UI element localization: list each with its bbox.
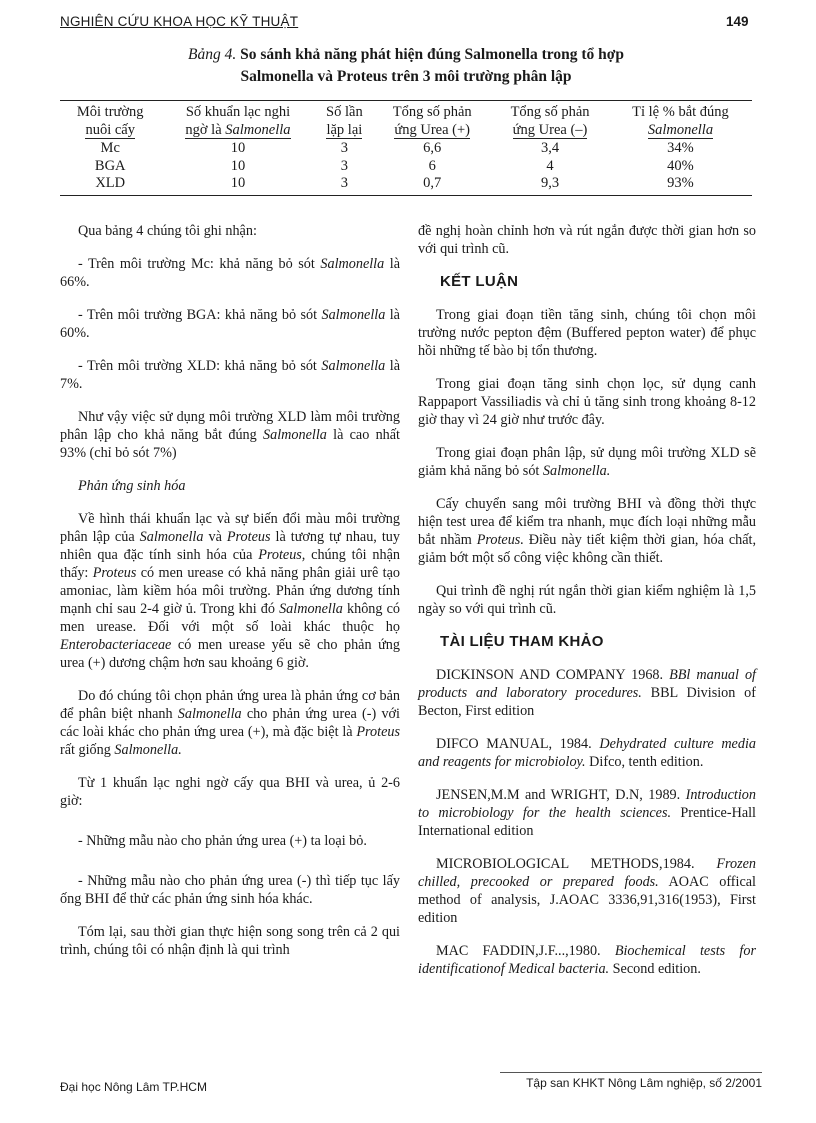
footer-journal: Tập san KHKT Nông Lâm nghiệp, số 2/2001 [526, 1076, 762, 1090]
table-cell: 10 [230, 175, 246, 191]
paragraph: Do đó chúng tôi chọn phản ứng urea là phản ứng cơ bản để phân biệt nhanh Salmonella cho phản ứng urea (-) với các loài khác cho phản ứng urea (+), mà đặc biệt là Proteus rất giống Salmonella. [60, 688, 400, 758]
paragraph: - Trên môi trường BGA: khả năng bỏ sót Salmonella là 60%. [60, 307, 400, 341]
table-header-row [60, 101, 752, 141]
page-number: 149 [726, 14, 749, 29]
table-caption-line2: Salmonella và Proteus trên 3 môi trường phân lập [240, 68, 572, 85]
header-colonies-line2: ngờ là Salmonella [185, 121, 291, 138]
paragraph: - Những mẫu nào cho phản ứng urea (-) thì tiếp tục lấy ống BHI để thử các phản ứng sinh hóa khác. [60, 873, 400, 907]
table-cell: 34% [667, 140, 694, 156]
table-row [60, 175, 752, 195]
paragraph: Tóm lại, sau thời gian thực hiện song song trên cả 2 qui trình, chúng tôi có nhận định là qui trình [60, 924, 400, 958]
paragraph: Trong giai đoạn tiền tăng sinh, chúng tôi chọn môi trường nước pepton đệm (Buffered pepton water) để phục hồi những tế bào bị tổn thương. [418, 307, 756, 359]
table-cell: 10 [230, 157, 246, 174]
header-medium: Môi trường nuôi cấy [76, 104, 144, 138]
table-cell: 40% [667, 157, 694, 174]
subheading: Phản ứng sinh hóa [78, 478, 186, 494]
header-colonies: Số khuẩn lạc nghi ngờ là Salmonella [185, 104, 291, 138]
footer-rule [500, 1072, 762, 1073]
paragraph: Qui trình đề nghị rút ngắn thời gian kiểm nghiệm là 1,5 ngày so với qui trình cũ. [418, 583, 756, 617]
table-cell: 3 [340, 157, 348, 174]
table-caption [60, 44, 752, 88]
table-cell: Mc [100, 140, 120, 156]
paragraph: - Trên môi trường XLD: khả năng bỏ sót Salmonella là 7%. [60, 358, 400, 392]
heading-references: TÀI LIỆU THAM KHẢO [440, 633, 604, 650]
table-cell: 9,3 [540, 175, 560, 191]
table-cell: 6 [428, 157, 436, 174]
header-rate: Tỉ lệ % bắt đúng Salmonella [632, 104, 729, 138]
paragraph: Trong giai đoạn phân lập, sử dụng môi trường XLD sẽ giảm khả năng bỏ sót Salmonella. [418, 445, 756, 479]
paragraph: - Những mẫu nào cho phản ứng urea (+) ta loại bỏ. [78, 833, 367, 849]
table-caption-line1: So sánh khả năng phát hiện đúng Salmonella trong tổ hợp [240, 46, 624, 63]
running-title: NGHIÊN CỨU KHOA HỌC KỸ THUẬT [60, 14, 299, 29]
paragraph: Về hình thái khuẩn lạc và sự biến đổi màu môi trường phân lập của Salmonella và Proteus là tương tự nhau, tuy nhiên qua đặc tính sinh hóa của Proteus, chúng tôi nhận thấy: Proteus có men urease có khả năng phân giải urê tạo amoniac, làm kiềm hóa môi trường. Phản ứng dương tính mạnh chỉ sau 2-4 giờ ủ. Trong khi đó Salmonella không có men urease. Đối với một số loài khác thuộc họ Enterobacteriaceae có men urease yếu sẽ cho phản ứng urea (+) dương chậm hơn sau khoảng 6 giờ. [60, 511, 400, 671]
table-caption-label: Bảng 4. [188, 46, 237, 63]
reference-item: MICROBIOLOGICAL METHODS,1984. Frozen chilled, precooked or prepared foods. AOAC offical method of analysis, J.AOAC 3336,91,316(1953), First edition [418, 856, 756, 926]
table-row [60, 140, 752, 158]
paragraph: Trong giai đoạn tăng sinh chọn lọc, sử dụng canh Rappaport Vassiliadis và chỉ ủ tăng sinh trong khoảng 8-12 giờ thay vì 24 giờ như trước đây. [418, 376, 756, 428]
left-column [60, 222, 400, 959]
table-cell: 10 [230, 140, 246, 156]
right-column [418, 222, 756, 978]
table-cell: 4 [546, 157, 554, 174]
table-row [60, 158, 752, 176]
paragraph: Cấy chuyển sang môi trường BHI và đồng thời thực hiện test urea để kiểm tra nhanh, mục đích loại những mẫu bắt nhầm Proteus. Điều này tiết kiệm thời gian, hóa chất, giảm bớt một số công việc không cần thiết. [418, 496, 756, 566]
results-table [60, 100, 752, 196]
reference-item: DICKINSON AND COMPANY 1968. BBl manual of products and laboratory procedures. BBL Division of Becton, First edition [418, 667, 756, 719]
table-cell: XLD [95, 175, 126, 191]
footer-institution: Đại học Nông Lâm TP.HCM [60, 1080, 207, 1094]
table-cell: 3,4 [540, 140, 560, 156]
paragraph: Qua bảng 4 chúng tôi ghi nhận: [78, 223, 257, 239]
paragraph: đề nghị hoàn chỉnh hơn và rút ngắn được thời gian hơn so với qui trình cũ. [418, 223, 756, 257]
reference-item: DIFCO MANUAL, 1984. Dehydrated culture media and reagents for microbioloy. Difco, tenth edition. [418, 736, 756, 770]
paragraph: Như vậy việc sử dụng môi trường XLD làm môi trường phân lập cho khả năng bắt đúng Salmonella là cao nhất 93% (chỉ bỏ sót 7%) [60, 409, 400, 461]
paragraph: Từ 1 khuẩn lạc nghi ngờ cấy qua BHI và urea, ủ 2-6 giờ: [60, 775, 400, 809]
table-cell: 3 [340, 140, 348, 156]
table-cell: BGA [94, 157, 126, 174]
table-cell: 93% [667, 175, 694, 191]
table-cell: 6,6 [423, 140, 442, 156]
header-repeats: Số lần lặp lại [326, 104, 363, 138]
reference-item: MAC FADDIN,J.F...,1980. Biochemical tests for identificationof Medical bacteria. Second edition. [418, 943, 756, 977]
header-urea-pos: Tổng số phản ứng Urea (+) [392, 104, 472, 138]
paragraph: - Trên môi trường Mc: khả năng bỏ sót Salmonella là 66%. [60, 256, 400, 290]
header-urea-neg: Tổng số phản ứng Urea (–) [510, 104, 590, 138]
table-cell: 0,7 [423, 175, 442, 191]
reference-item: JENSEN,M.M and WRIGHT, D.N, 1989. Introduction to microbiology for the health sciences. Prentice-Hall International edition [418, 787, 757, 839]
table-cell: 3 [340, 175, 348, 191]
heading-conclusion: KẾT LUẬN [440, 273, 519, 290]
